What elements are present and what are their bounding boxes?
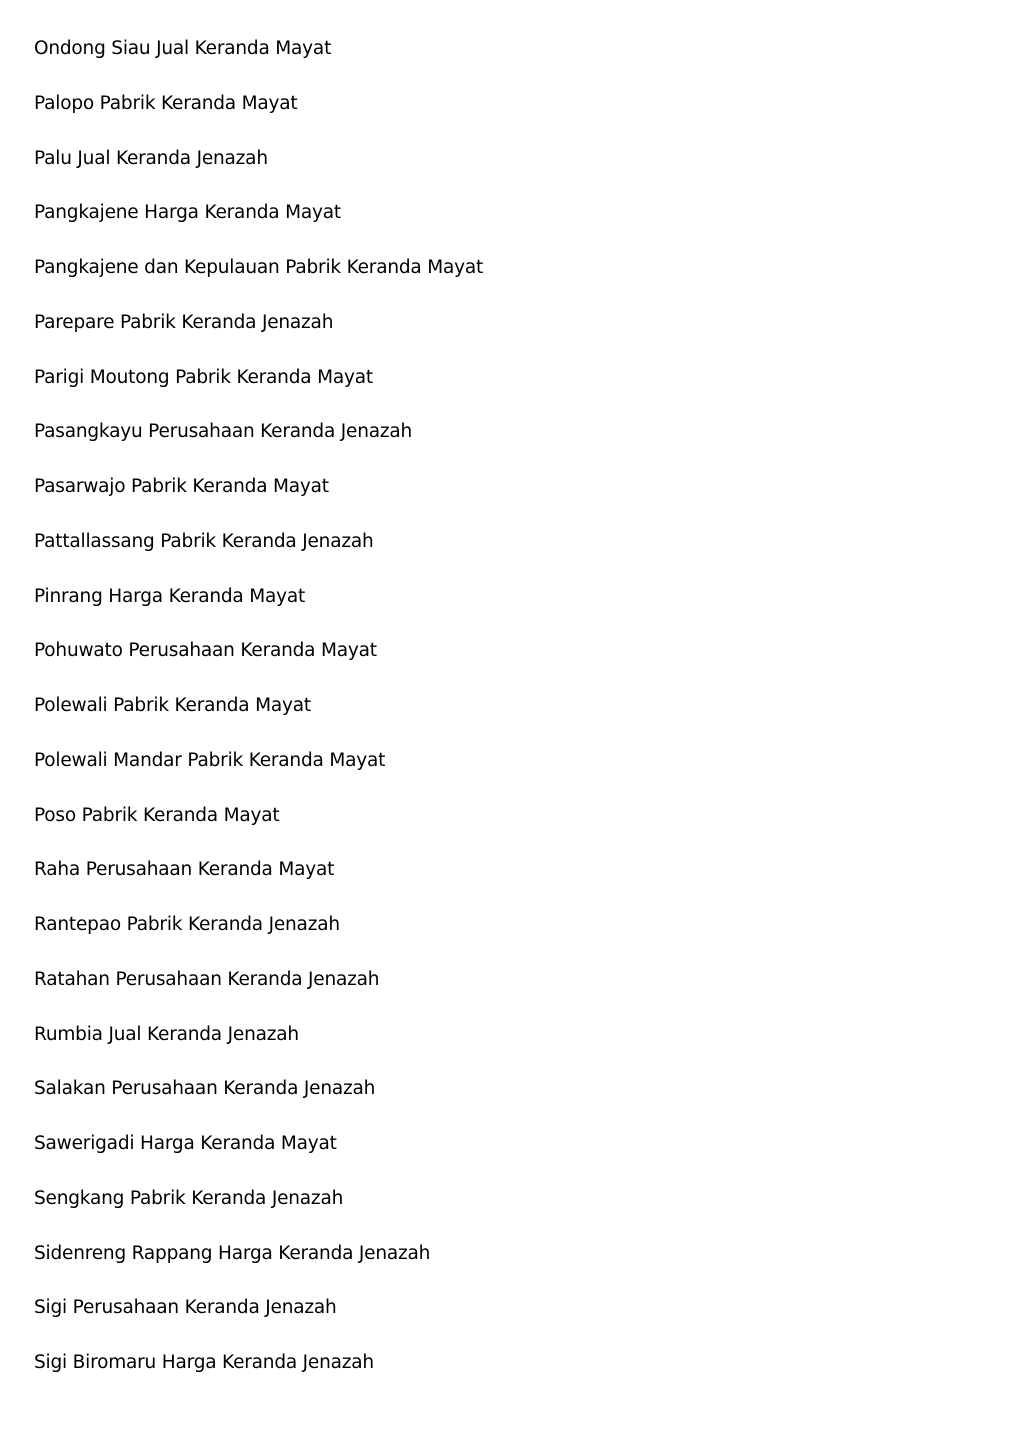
text-line: Sigi Perusahaan Keranda Jenazah xyxy=(34,1297,337,1319)
text-line: Raha Perusahaan Keranda Mayat xyxy=(34,859,335,881)
text-line: Pasangkayu Perusahaan Keranda Jenazah xyxy=(34,421,413,443)
text-line: Sigi Biromaru Harga Keranda Jenazah xyxy=(34,1352,374,1373)
text-line: Pasarwajo Pabrik Keranda Mayat xyxy=(34,476,329,497)
text-line: Ratahan Perusahaan Keranda Jenazah xyxy=(34,968,380,990)
text-line: Poso Pabrik Keranda Mayat xyxy=(34,804,280,826)
text-line: Pangkajene dan Kepulauan Pabrik Keranda Mayat xyxy=(34,257,484,278)
text-line: Sidenreng Rappang Harga Keranda Jenazah xyxy=(34,1242,431,1264)
text-line: Polewali Pabrik Keranda Mayat xyxy=(34,695,311,716)
text-line: Palu Jual Keranda Jenazah xyxy=(34,147,268,169)
text-line: Pattallassang Pabrik Keranda Jenazah xyxy=(34,530,374,552)
text-line: Salakan Perusahaan Keranda Jenazah xyxy=(34,1078,376,1100)
text-line: Polewali Mandar Pabrik Keranda Mayat xyxy=(34,749,386,771)
text-line: Sengkang Pabrik Keranda Jenazah xyxy=(34,1187,344,1209)
text-line: Palopo Pabrik Keranda Mayat xyxy=(34,92,298,114)
text-line: Sawerigadi Harga Keranda Mayat xyxy=(34,1133,337,1154)
text-line: Rantepao Pabrik Keranda Jenazah xyxy=(34,914,340,935)
text-line-list xyxy=(34,36,483,1405)
text-line: Ondong Siau Jual Keranda Mayat xyxy=(34,38,332,59)
text-line: Pohuwato Perusahaan Keranda Mayat xyxy=(34,640,377,662)
text-line: Parigi Moutong Pabrik Keranda Mayat xyxy=(34,366,373,388)
text-line: Parepare Pabrik Keranda Jenazah xyxy=(34,311,334,333)
text-line: Pangkajene Harga Keranda Mayat xyxy=(34,202,341,224)
text-line: Pinrang Harga Keranda Mayat xyxy=(34,585,306,607)
text-line: Rumbia Jual Keranda Jenazah xyxy=(34,1023,299,1045)
